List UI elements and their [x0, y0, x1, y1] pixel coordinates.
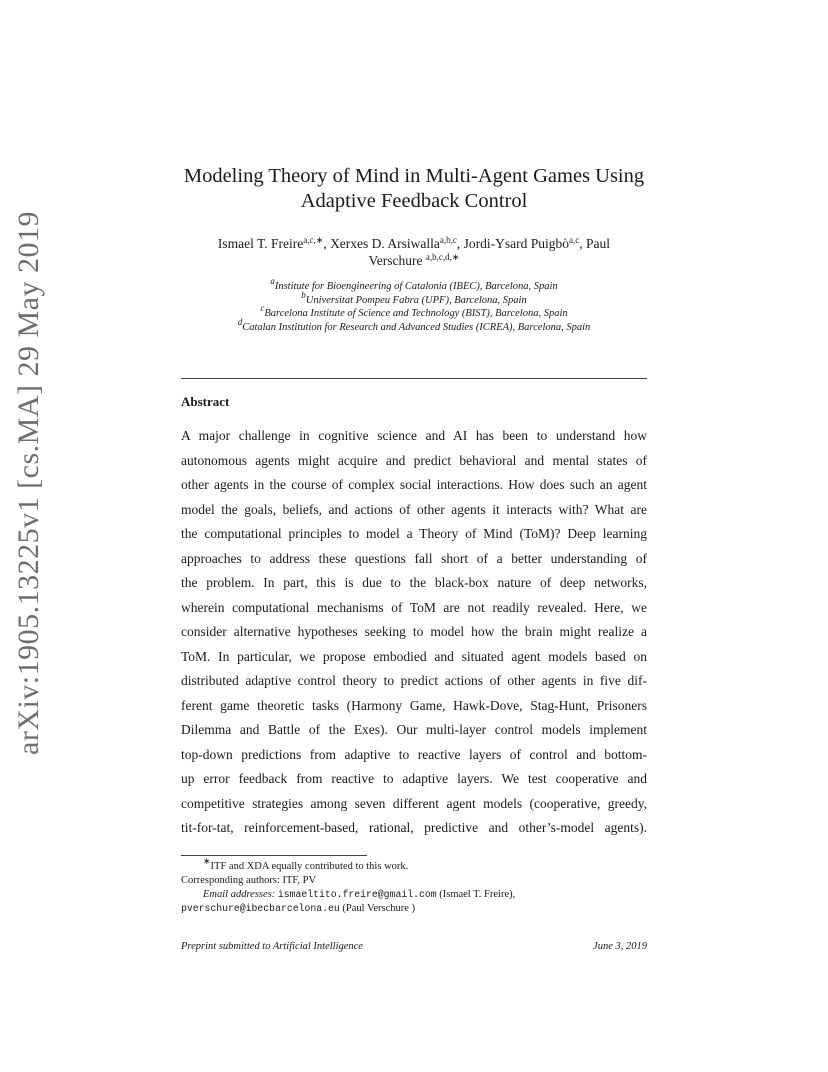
abstract-line: ToM. In particular, we propose embodied and situated agent models based on — [181, 648, 647, 664]
email-link[interactable]: ismaeltito.freire@gmail.com — [277, 889, 437, 900]
abstract-top-rule — [181, 378, 647, 379]
preprint-date: June 3, 2019 — [593, 941, 647, 952]
author-name: Paul — [586, 236, 611, 251]
abstract-body — [181, 424, 647, 841]
abstract-line: top-down predictions from adaptive to reactive layers of control and bottom- — [181, 746, 647, 762]
abstract-line: ferent game theoretic tasks (Harmony Game, Hawk-Dove, Stag-Hunt, Prisoners — [181, 697, 647, 713]
footnote-corresponding: Corresponding authors: ITF, PV — [181, 875, 317, 886]
footnote-equal-contribution: ∗ITF and XDA equally contributed to this work. — [203, 856, 409, 872]
preprint-note: Preprint submitted to Artificial Intelligence — [181, 941, 363, 952]
authors-line-1: Ismael T. Freire$^{a,c,∗}$, Xerxes D. Arsiwalla$^{a,b,c}$, Jordi-Ysard Puigbò$^{a,c}$, Paul — [217, 235, 611, 251]
author-name: Xerxes D. Arsiwalla — [330, 236, 440, 251]
affiliation: $^a$Institute for Bioengineering of Catalonia (IBEC), Barcelona, Spain — [270, 276, 558, 292]
affiliation: $^b$Universitat Pompeu Fabra (UPF), Barcelona, Spain — [301, 289, 527, 306]
affiliation: $^d$Catalan Institution for Research and Advanced Studies (ICREA), Barcelona, Spain — [237, 316, 591, 333]
abstract-line: model the goals, beliefs, and actions of other agents it interacts with? What are — [181, 501, 647, 517]
abstract-line: consider alternative hypotheses seeking to model how the brain might realize a — [181, 624, 647, 639]
affiliations — [150, 276, 678, 334]
title-line-2: Adaptive Feedback Control — [300, 190, 528, 212]
affiliation: $^c$Barcelona Institute of Science and Technology (BIST), Barcelona, Spain — [260, 303, 568, 319]
footnote-emails: Email addresses: ismaeltito.freire@gmail.com (Ismael T. Freire), — [203, 889, 516, 900]
abstract-line: approaches to address these questions fall short of a better understanding of — [181, 550, 647, 566]
abstract-line: competitive strategies among seven different agent models (cooperative, greedy, — [181, 795, 647, 811]
authors-line-2 — [150, 252, 678, 269]
abstract-line: the computational principles to model a Theory of Mind (ToM)? Deep learning — [181, 526, 647, 541]
abstract-line: distributed adaptive control theory to predict actions of other agents in five dif- — [181, 673, 647, 688]
abstract-line: up error feedback from reactive to adaptive layers. We test cooperative and — [181, 771, 647, 786]
abstract-line: autonomous agents might acquire and predict behavioral and mental states of — [181, 452, 647, 468]
author-name: Verschure — [368, 253, 423, 268]
title-line-1: Modeling Theory of Mind in Multi-Agent Games Using — [183, 165, 645, 187]
footnotes — [181, 856, 647, 916]
author-affil-marks: a,c — [569, 235, 580, 245]
author-name: Jordi-Ysard Puigbò — [463, 236, 570, 251]
abstract-line: A major challenge in cognitive science and AI has been to understand how — [181, 428, 647, 443]
abstract-line: tit-for-tat, reinforcement-based, rational, predictive and other’s-model agents). — [181, 820, 647, 835]
abstract-line: other agents in the course of complex social interactions. How does such an agent — [181, 477, 647, 492]
author-affil-marks: a,b,c — [439, 235, 457, 245]
abstract-heading: Abstract — [181, 394, 230, 409]
abstract-line: Dilemma and Battle of the Exes). Our multi-layer control models implement — [181, 722, 647, 737]
abstract-line: the problem. In part, this is due to the black-box nature of deep networks, — [181, 575, 647, 590]
footnote-emails-cont: pverschure@ibecbarcelona.eu (Paul Verschure ) — [181, 903, 416, 914]
abstract-line: wherein computational mechanisms of ToM are not readily revealed. Here, we — [181, 599, 647, 615]
author-list — [150, 235, 678, 269]
paper-title — [150, 164, 678, 214]
author-affil-marks: a,c,∗ — [303, 235, 324, 245]
arxiv-identifier-stamp: arXiv:1905.13225v1 [cs.MA] 29 May 2019 — [12, 211, 45, 755]
email-link[interactable]: pverschure@ibecbarcelona.eu — [181, 903, 340, 914]
author-name: Ismael T. Freire — [217, 236, 304, 251]
author-affil-marks: a,b,c,d,∗ — [425, 252, 460, 262]
